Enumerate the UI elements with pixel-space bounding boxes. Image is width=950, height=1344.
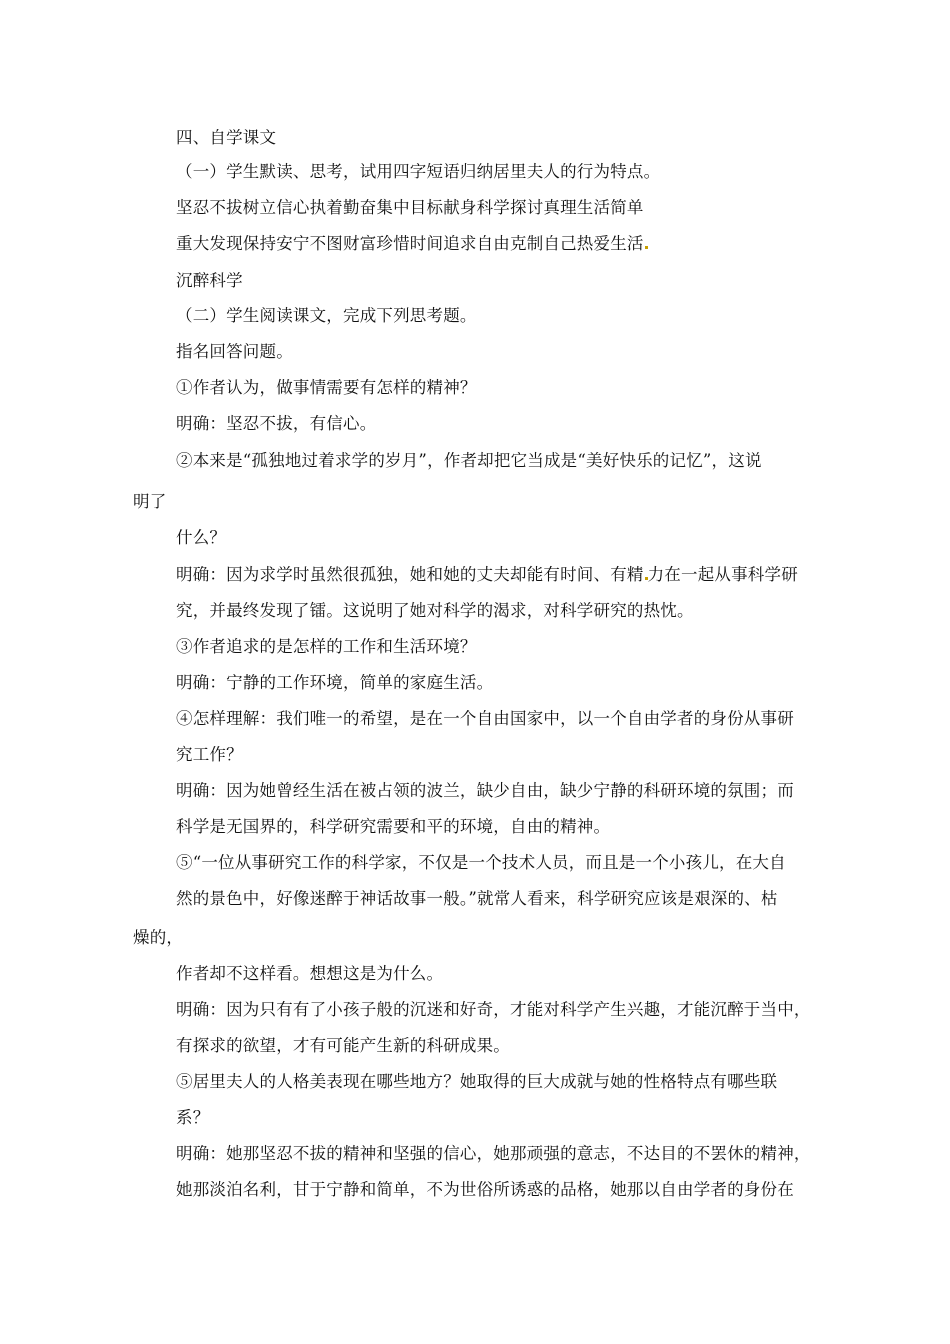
question-4: ④怎样理解：我们唯一的希望，是在一个自由国家中，以一个自由学者的身份从事研 (176, 709, 794, 728)
question-5-wrap: 燥的， (133, 928, 184, 947)
question-5: ⑤“一位从事研究工作的科学家，不仅是一个技术人员，而且是一个小孩儿，在大自 (176, 853, 786, 872)
phrase-line-1: 坚忍不拔树立信心执着勤奋集中目标献身科学探讨真理生活简单 (176, 198, 644, 217)
phrase-line-2 (176, 233, 648, 255)
answer-3: 明确：宁静的工作环境，简单的家庭生活。 (176, 673, 494, 692)
answer-4: 明确：因为她曾经生活在被占领的波兰，缺少自由，缺少宁静的科研环境的氛围；而 (176, 781, 794, 800)
subsection-heading-2: （二）学生阅读课文，完成下列思考题。 (176, 306, 477, 325)
answer-5-cont: 有探求的欲望，才有可能产生新的科研成果。 (176, 1036, 510, 1055)
answer-6-cont: 她那淡泊名利，甘于宁静和简单，不为世俗所诱惑的品格，她那以自由学者的身份在 (176, 1180, 794, 1199)
phrase-line-3: 沉醉科学 (176, 271, 243, 290)
paragraph-line: 指名回答问题。 (176, 342, 293, 361)
phrase-line-2-text: 重大发现保持安宁不图财富珍惜时间追求自由克制自己热爱生活 (176, 234, 644, 253)
answer-2 (176, 564, 798, 586)
answer-4-cont: 科学是无国界的，科学研究需要和平的环境，自由的精神。 (176, 817, 611, 836)
question-2: ②本来是“孤独地过着求学的岁月”，作者却把它当成是“美好快乐的记忆”，这说 (176, 451, 762, 470)
section-heading: 四、自学课文 (176, 128, 277, 147)
question-2-wrap: 明了 (133, 492, 167, 511)
edit-mark (645, 246, 648, 249)
answer-5: 明确：因为只有有了小孩子般的沉迷和好奇，才能对科学产生兴趣，才能沉醉于当中， (176, 1000, 811, 1019)
question-5-end: 作者却不这样看。想想这是为什么。 (176, 964, 444, 983)
question-2-cont: 什么？ (176, 528, 227, 547)
answer-2-cont: 究，并最终发现了镭。这说明了她对科学的渴求，对科学研究的热忱。 (176, 601, 694, 620)
answer-6: 明确：她那坚忍不拔的精神和坚强的信心，她那顽强的意志，不达目的不罢休的精神， (176, 1144, 811, 1163)
answer-2-part-1: 明确：因为求学时虽然很孤独，她和她的丈夫却能有时间、有精 (176, 565, 644, 584)
subsection-heading-1: （一）学生默读、思考，试用四字短语归纳居里夫人的行为特点。 (176, 162, 661, 181)
answer-1: 明确：坚忍不拔，有信心。 (176, 414, 377, 433)
question-5-cont: 然的景色中，好像迷醉于神话故事一般。”就常人看来，科学研究应该是艰深的、枯 (176, 889, 778, 908)
question-3: ③作者追求的是怎样的工作和生活环境？ (176, 637, 477, 656)
question-6-cont: 系？ (176, 1108, 210, 1127)
question-6: ⑤居里夫人的人格美表现在哪些地方？她取得的巨大成就与她的性格特点有哪些联 (176, 1072, 778, 1091)
question-4-cont: 究工作？ (176, 745, 243, 764)
answer-2-part-2: 力在一起从事科学研 (647, 565, 798, 584)
question-1: ①作者认为，做事情需要有怎样的精神？ (176, 378, 477, 397)
